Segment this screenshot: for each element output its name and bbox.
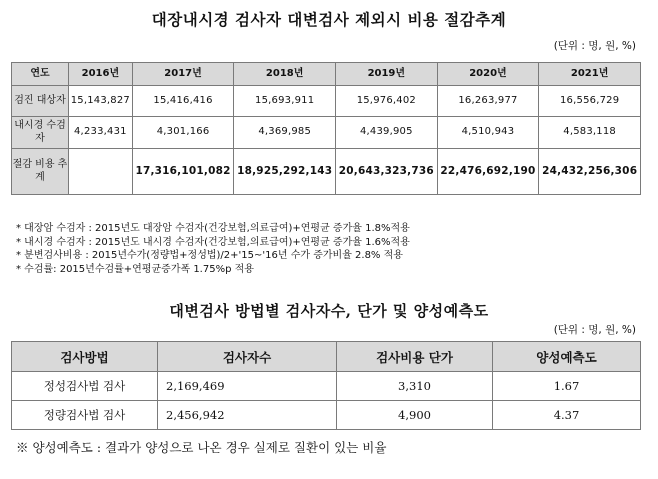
cost-estimate-table [11, 62, 641, 195]
cost-cell: 4,900 [337, 401, 493, 430]
row-label: 절감 비용 추계 [12, 149, 69, 195]
table-row [12, 86, 641, 117]
table-cell: 18,925,292,143 [234, 149, 336, 195]
table-cell: 4,301,166 [132, 117, 234, 149]
header-cell: 2018년 [234, 63, 336, 86]
row-label: 검진 대상자 [12, 86, 69, 117]
table-cell: 20,643,323,736 [336, 149, 438, 195]
table-cell: 15,416,416 [132, 86, 234, 117]
section-title: 대변검사 방법별 검사자수, 단가 및 양성예측도 [169, 302, 489, 320]
table-cell [69, 149, 133, 195]
count-cell: 2,169,469 [158, 372, 337, 401]
header-cell: 2019년 [336, 63, 438, 86]
table-cell: 4,439,905 [336, 117, 438, 149]
ppv-cell: 1.67 [493, 372, 641, 401]
header-cell: 양성예측도 [493, 342, 641, 372]
table-cell: 4,369,985 [234, 117, 336, 149]
table-row [12, 149, 641, 195]
header-cell: 2016년 [69, 63, 133, 86]
header-cell: 검사방법 [12, 342, 158, 372]
cost-cell: 3,310 [337, 372, 493, 401]
header-cell: 2021년 [539, 63, 641, 86]
unit-label: (단위 : 명, 원, %) [553, 40, 636, 52]
table-row [12, 117, 641, 149]
header-cell: 2017년 [132, 63, 234, 86]
note-item: * 분변검사비용 : 2015년수가(정량법+정성법)/2+'15~'16년 수가 증가비율 2.8% 적용 [16, 250, 403, 261]
table-header-row [12, 342, 641, 372]
footnote: ※ 양성예측도 : 결과가 양성으로 나온 경우 실제로 질환이 있는 비율 [16, 440, 387, 455]
table-cell: 24,432,256,306 [539, 149, 641, 195]
unit-label: (단위 : 명, 원, %) [553, 324, 636, 336]
table-cell: 16,556,729 [539, 86, 641, 117]
table-cell: 22,476,692,190 [437, 149, 539, 195]
header-cell: 2020년 [437, 63, 539, 86]
method-cell: 정량검사법 검사 [12, 401, 158, 430]
table-row [12, 401, 641, 430]
note-item: * 대장암 수검자 : 2015년도 대장암 수검자(건강보험,의료급여)+연평균 증가율 1.8%적용 [16, 223, 410, 234]
row-label: 내시경 수검자 [12, 117, 69, 149]
notes-list [16, 222, 410, 276]
header-cell: 검사비용 단가 [337, 342, 493, 372]
method-cell: 정성검사법 검사 [12, 372, 158, 401]
table-cell: 15,976,402 [336, 86, 438, 117]
note-item: * 내시경 수검자 : 2015년도 내시경 수검자(건강보험,의료급여)+연평균 증가율 1.6%적용 [16, 236, 410, 248]
ppv-cell: 4.37 [493, 401, 641, 430]
header-cell: 검사자수 [158, 342, 337, 372]
count-cell: 2,456,942 [158, 401, 337, 430]
table-cell: 16,263,977 [437, 86, 539, 117]
table-cell: 15,693,911 [234, 86, 336, 117]
table-cell: 4,510,943 [437, 117, 539, 149]
table-header-row [12, 63, 641, 86]
table-cell: 15,143,827 [69, 86, 133, 117]
page-title: 대장내시경 검사자 대변검사 제외시 비용 절감추계 [151, 10, 507, 29]
table-cell: 4,233,431 [69, 117, 133, 149]
table-cell: 17,316,101,082 [132, 149, 234, 195]
test-method-table [11, 341, 641, 430]
table-cell: 4,583,118 [539, 117, 641, 149]
table-row [12, 372, 641, 401]
header-cell: 연도 [12, 63, 69, 86]
note-item: * 수검률: 2015년수검률+연평균증가폭 1.75%p 적용 [16, 263, 254, 275]
